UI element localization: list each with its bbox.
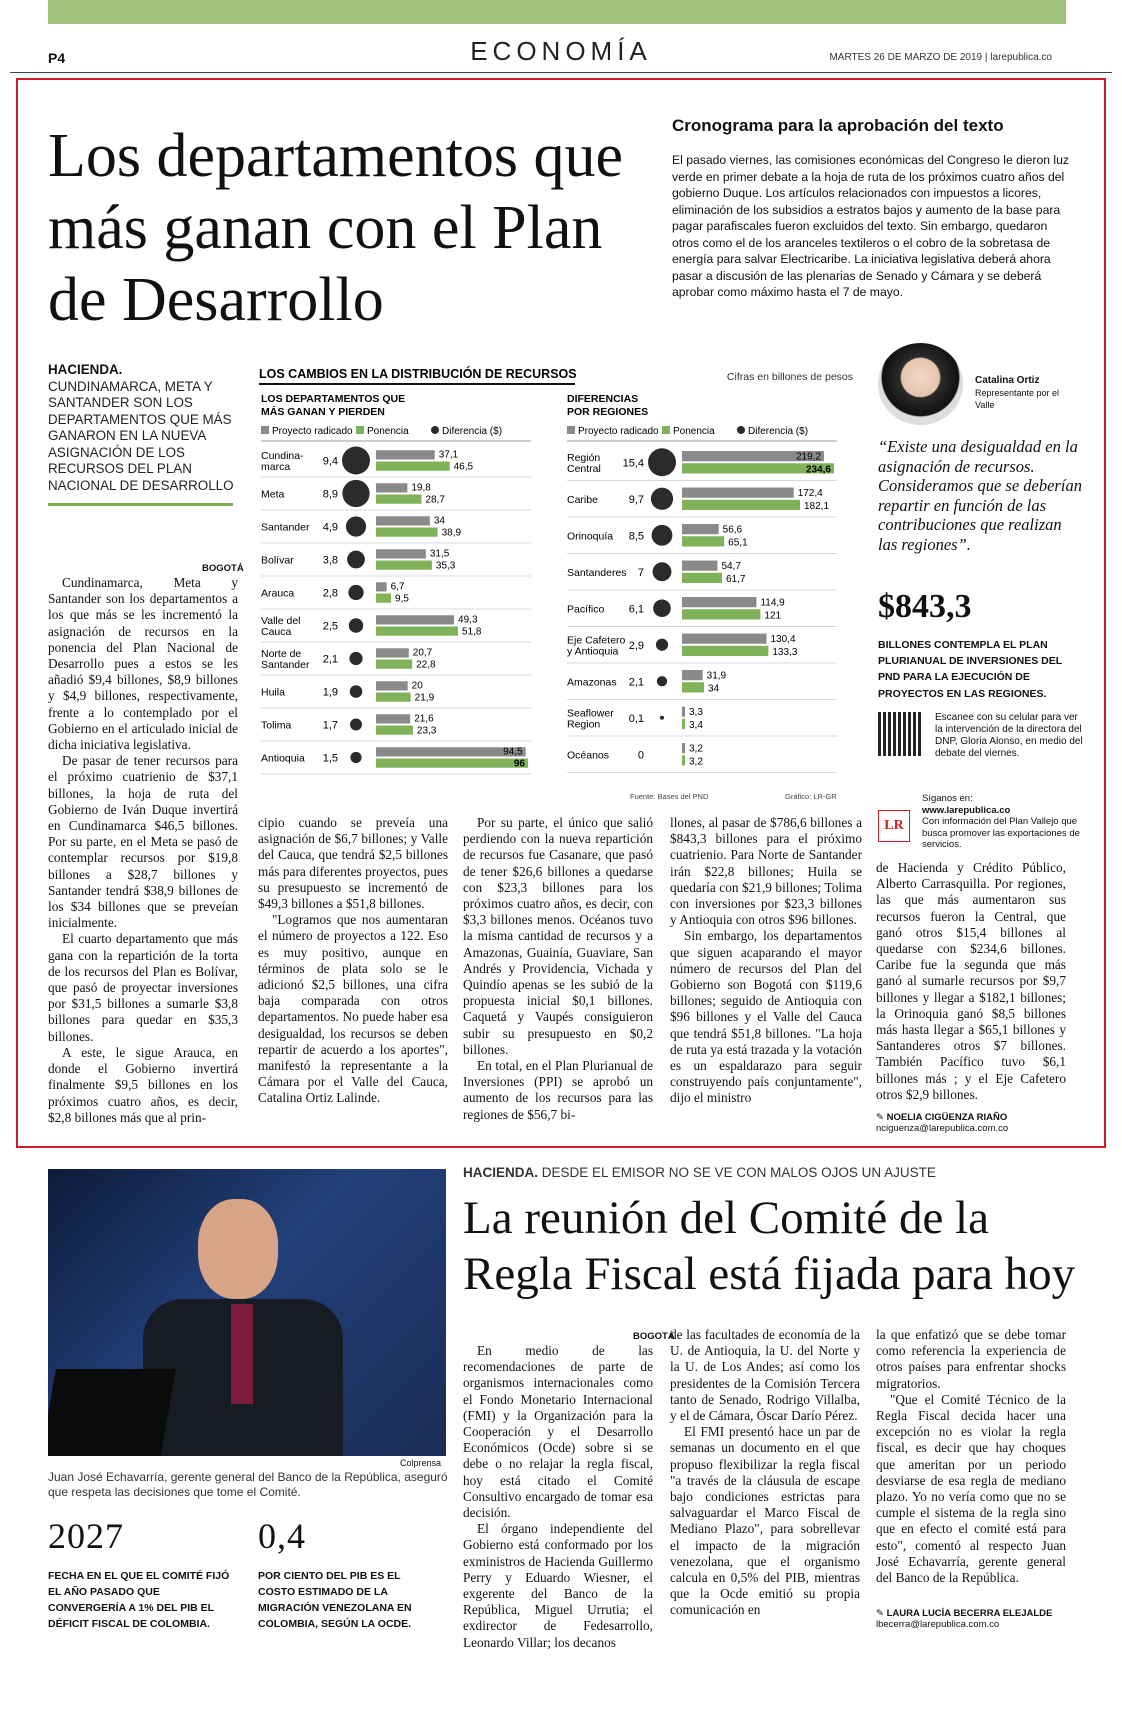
follow-text: Con información del Plan Vallejo que busca promover las exportaciones de servicios. bbox=[922, 816, 1080, 850]
bar-value-proyecto: 21,6 bbox=[414, 713, 434, 725]
bar-value-ponencia: 23,3 bbox=[416, 725, 437, 737]
bar-value-ponencia: 3,4 bbox=[689, 719, 703, 731]
diff-label: 2,5 bbox=[322, 620, 338, 633]
photo-credit: Colprensa bbox=[400, 1458, 442, 1468]
second-author-name: LAURA LUCÍA BECERRA ELEJALDE bbox=[886, 1608, 1053, 1619]
bar-ponencia bbox=[376, 660, 412, 669]
stat-year: 2027 bbox=[48, 1516, 124, 1556]
bar-value-proyecto: 130,4 bbox=[770, 633, 796, 645]
diff-label: 4,9 bbox=[322, 521, 338, 534]
diff-label: 8,9 bbox=[322, 488, 338, 501]
category-label: Orinoquía bbox=[567, 530, 614, 543]
diff-label: 1,9 bbox=[322, 686, 338, 699]
bar-value-ponencia: 182,1 bbox=[803, 500, 830, 512]
bar-proyecto bbox=[682, 743, 685, 753]
diff-dot bbox=[651, 488, 673, 510]
second-column-2 bbox=[670, 1327, 860, 1619]
diff-dot bbox=[346, 516, 366, 536]
diff-label: 7 bbox=[637, 566, 644, 579]
bar-ponencia bbox=[376, 759, 528, 768]
big-number: $843,3 bbox=[878, 588, 972, 625]
bar-value-ponencia: 46,5 bbox=[453, 461, 474, 473]
bar-proyecto bbox=[376, 681, 408, 690]
bar-ponencia bbox=[376, 495, 421, 504]
category-label: Cauca bbox=[261, 626, 292, 638]
second-author-byline bbox=[876, 1608, 1076, 1630]
category-label: Norte de bbox=[261, 648, 302, 660]
paragraph: de Hacienda y Crédito Público, Alberto Carrasquilla. Por regiones, las que más aumentaron sus recursos fueron la Central, que ganó otros $15,4 billones al quedarse con $234,6 billones. Caribe fue la segunda que más ganó al sumarle recursos por $9,7 billones y llegar a $182,1 billones; la Orinoquia ganó $8,5 billones más hasta llegar a $65,1 billones y Santanderes otros $7 billones. También Pacífico tuvo $6,1 billones más ; y el Eje Cafetero otros $2,9 billones. bbox=[876, 860, 1066, 1102]
chart-credit: Gráfico: LR-GR bbox=[785, 792, 837, 801]
chart-title: LOS CAMBIOS EN LA DISTRIBUCIÓN DE RECURSOS bbox=[259, 367, 577, 381]
stat-year-caption: FECHA EN EL QUE EL COMITÉ FIJÓ EL AÑO PASADO QUE CONVERGERÍA A 1% DEL PIB EL DÉFICIT FISCAL DE COLOMBIA. bbox=[48, 1570, 230, 1630]
legend-swatch bbox=[356, 426, 364, 434]
bar-value-ponencia: 96 bbox=[513, 758, 525, 770]
bar-value-ponencia: 38,9 bbox=[441, 527, 462, 539]
bar-ponencia bbox=[376, 627, 458, 636]
bar-value-proyecto: 6,7 bbox=[390, 581, 405, 593]
bar-value-proyecto: 3,2 bbox=[689, 743, 703, 755]
category-label: Meta bbox=[261, 488, 285, 501]
pen-icon: ✎ bbox=[876, 1608, 887, 1619]
diff-dot bbox=[342, 447, 370, 475]
diff-label: 2,1 bbox=[322, 653, 338, 666]
bar-ponencia bbox=[682, 719, 685, 729]
bar-value-proyecto: 37,1 bbox=[438, 449, 459, 461]
follow-site[interactable]: www.larepublica.co bbox=[922, 804, 1011, 816]
kicker-label: HACIENDA. bbox=[48, 362, 123, 377]
bar-value-proyecto: 19,8 bbox=[411, 482, 431, 494]
category-label: Santander bbox=[261, 659, 310, 671]
legend-label: Ponencia bbox=[673, 426, 715, 437]
bar-value-ponencia: 61,7 bbox=[725, 573, 746, 585]
category-label: Huila bbox=[261, 686, 285, 699]
diff-dot bbox=[648, 448, 676, 476]
paragraph: El cuarto departamento que más gana con la repartición de la torta de los recursos del Plan es Bolívar, que pasó de proyectar inversiones por $31,5 billones a sumarle $3,8 billones para quedar en $35,3 billones. bbox=[48, 931, 238, 1044]
paragraph: de las facultades de economía de la U. de Antioquia, la U. del Norte y la U. de Los Andes; así como los presidentes de la Comisión Tercera tanto de Senado, Rodrigo Villalba, y el de Cámara, Óscar Darío Pérez. bbox=[670, 1327, 860, 1424]
bar-value-ponencia: 35,3 bbox=[435, 560, 456, 572]
bar-value-ponencia: 133,3 bbox=[772, 646, 798, 658]
paragraph: El FMI presentó hace un par de semanas un documento en el que propuso flexibilizar la regla fiscal "a través de la cláusula de escape bajo condiciones estrictas para salvaguardar el Marco Fiscal de Mediano Plazo", para sobrellevar el impacto de la migración venezolana, que el organismo calcula en 0,5% del PIB, mientras que la Ocde emitió su propia comunicación en bbox=[670, 1424, 860, 1618]
diff-label: 3,8 bbox=[322, 554, 338, 567]
bar-value-proyecto: 219,2 bbox=[795, 451, 822, 463]
body-column-2 bbox=[258, 815, 448, 1107]
bar-proyecto bbox=[682, 561, 717, 571]
category-label: Cundina- bbox=[261, 450, 304, 462]
bar-value-ponencia: 234,6 bbox=[805, 464, 831, 476]
diff-dot bbox=[656, 639, 668, 651]
follow-label: Síganos en: bbox=[922, 793, 973, 804]
legend-label: Diferencia ($) bbox=[442, 426, 503, 437]
bar-value-proyecto: 94,5 bbox=[503, 746, 523, 758]
paragraph: llones, al pasar de $786,6 billones a $843,3 billones para el próximo cuatrienio. Para Norte de Santander irán $22,8 billones; Huila se quedaría con $21,9 billones; Tolima con inversiones por $23,3 billones y Antioquia con otros $96 billones. bbox=[670, 815, 862, 928]
kicker-rule bbox=[48, 503, 233, 506]
diff-label: 6,1 bbox=[628, 603, 644, 616]
category-label: Santanderes bbox=[567, 566, 627, 579]
body-column-4 bbox=[670, 815, 862, 1107]
diff-dot bbox=[653, 599, 671, 617]
city-tag: BOGOTÁ bbox=[633, 1331, 675, 1342]
paragraph: la que enfatizó que se debe tomar como referencia la experiencia de otros países para enfrentar shocks migratorios. bbox=[876, 1327, 1066, 1391]
photo-caption: Juan José Echavarría, gerente general del Banco de la República, aseguró que respeta las decisiones que tome el Comité. bbox=[48, 1470, 448, 1499]
diff-dot bbox=[652, 525, 673, 546]
bar-value-ponencia: 9,5 bbox=[395, 593, 409, 605]
second-kicker-label: HACIENDA. bbox=[463, 1165, 539, 1180]
bar-value-proyecto: 49,3 bbox=[458, 614, 478, 626]
bar-proyecto bbox=[682, 524, 719, 534]
bar-proyecto bbox=[376, 483, 407, 492]
category-label: y Antioquia bbox=[567, 645, 619, 658]
author-email[interactable]: nciguenza@larepublica.com.co bbox=[876, 1123, 1009, 1134]
diff-label: 9,4 bbox=[322, 455, 338, 468]
page-number: P4 bbox=[48, 50, 66, 66]
category-label: Seaflower bbox=[567, 707, 614, 720]
bar-proyecto bbox=[682, 597, 756, 607]
legend-swatch bbox=[261, 426, 269, 434]
diff-dot bbox=[348, 585, 363, 600]
diff-dot bbox=[347, 551, 365, 569]
chart-units-note: Cifras en billones de pesos bbox=[726, 371, 853, 383]
stat-percent-caption: POR CIENTO DEL PIB ES EL COSTO ESTIMADO DE LA MIGRACIÓN VENEZOLANA EN COLOMBIA, SEGÚN LA OCDE. bbox=[258, 1570, 412, 1630]
category-label: Pacífico bbox=[567, 603, 605, 616]
bar-proyecto bbox=[376, 516, 430, 525]
photo-tie bbox=[231, 1304, 253, 1404]
category-label: Bolívar bbox=[261, 554, 294, 567]
dateline: MARTES 26 DE MARZO DE 2019 | larepublica.co bbox=[829, 52, 1052, 63]
big-number-caption: BILLONES CONTEMPLA EL PLAN PLURIANUAL DE INVERSIONES DEL PND PARA LA EJECUCIÓN DE PROYECTOS EN LAS REGIONES. bbox=[878, 639, 1062, 700]
bar-value-ponencia: 22,8 bbox=[416, 659, 436, 671]
diff-dot bbox=[349, 652, 362, 665]
diff-dot bbox=[342, 480, 369, 507]
bar-ponencia bbox=[682, 573, 722, 583]
diff-dot bbox=[350, 752, 361, 763]
city-tag: BOGOTÁ bbox=[202, 563, 244, 574]
bar-ponencia bbox=[376, 528, 438, 537]
paragraph: Cundinamarca, Meta y Santander son los departamentos a los que más se les incrementó la asignación de recursos en la ponencia del Plan Nacional de Desarrollo pues a estos se les añadió $9,4 billones, $8,9 billones y $4,9 billones, respectivamente, frente a lo contemplado por el Gobierno en el articulado inicial de dicha iniciativa legislativa. bbox=[48, 575, 238, 753]
paragraph: De pasar de tener recursos para el próximo cuatrienio de $37,1 billones, la hoja de ruta del Gobierno de Iván Duque invertirá en Cundinamarca $46,5 billones. Por su parte, en el Meta se pasó de contemplar recursos por $19,8 billones a $28,7 billones y Santander tendrá $38,9 billones de los $34 billones que se preveían inicialmente. bbox=[48, 753, 238, 931]
legend-label: Proyecto radicado bbox=[578, 426, 659, 437]
category-label: Océanos bbox=[567, 749, 610, 762]
article-photo bbox=[48, 1169, 446, 1456]
second-headline: La reunión del Comité de la Regla Fiscal está fijada para hoy bbox=[463, 1192, 1076, 1300]
bar-value-proyecto: 34 bbox=[433, 515, 445, 527]
bar-value-ponencia: 28,7 bbox=[425, 494, 445, 506]
bar-value-proyecto: 20,7 bbox=[412, 647, 433, 659]
bar-proyecto bbox=[682, 707, 685, 717]
bar-ponencia bbox=[682, 500, 800, 510]
body-column-5 bbox=[876, 860, 1066, 1103]
category-label: Arauca bbox=[261, 587, 295, 600]
diff-dot bbox=[350, 719, 362, 731]
category-label: Amazonas bbox=[567, 676, 617, 689]
top-color-bar bbox=[48, 0, 1066, 24]
bar-value-proyecto: 172,4 bbox=[797, 487, 823, 499]
bar-value-proyecto: 56,6 bbox=[722, 524, 743, 536]
article-kicker bbox=[48, 362, 238, 494]
second-author-email[interactable]: lbecerra@larepublica.com.co bbox=[876, 1619, 1000, 1630]
kicker-text: CUNDINAMARCA, META Y SANTANDER SON LOS DEPARTAMENTOS QUE MÁS GANARON EN LA NUEVA ASIGNACIÓN DE LOS RECURSOS DEL PLAN NACIONAL DE DESARROLLO bbox=[48, 378, 234, 493]
legend-label: Ponencia bbox=[367, 426, 409, 437]
issue-date: MARTES 26 DE MARZO DE 2019 bbox=[829, 52, 983, 63]
diff-label: 8,5 bbox=[628, 530, 644, 543]
panel-subtitle: LOS DEPARTAMENTOS QUE bbox=[261, 393, 406, 405]
bar-ponencia bbox=[376, 726, 413, 735]
bar-proyecto bbox=[376, 450, 435, 459]
second-kicker-text: DESDE EL EMISOR NO SE VE CON MALOS OJOS UN AJUSTE bbox=[541, 1165, 936, 1180]
category-label: Tolima bbox=[261, 719, 292, 732]
bar-value-proyecto: 31,9 bbox=[706, 670, 727, 682]
lr-logo: LR bbox=[878, 810, 910, 842]
diff-label: 2,8 bbox=[322, 587, 338, 600]
pull-quote: “Existe una desigualdad en la asignación de recursos. Consideramos que se deberían repartir en función de las contribuciones que realizan las regiones”. bbox=[878, 437, 1082, 554]
paragraph: "Que el Comité Técnico de la Regla Fiscal decida hacer una excepción no es violar la regla fiscal, es decir que hay choques que ameritan por un periodo desviarse de esa regla de mediano plazo. Yo no vería como que no se cumple el sistema de la regla sino que en efecto el comité está para esto", comentó al respecto Juan José Echavarría, gerente general del Banco de la República. bbox=[876, 1391, 1066, 1586]
legend-label: Proyecto radicado bbox=[272, 426, 353, 437]
pen-icon: ✎ bbox=[876, 1112, 887, 1123]
legend-swatch bbox=[567, 426, 575, 434]
bar-proyecto bbox=[682, 670, 703, 680]
site-link[interactable]: larepublica.co bbox=[990, 52, 1052, 63]
bar-proyecto bbox=[376, 648, 409, 657]
chart-svg bbox=[255, 362, 855, 802]
diff-label: 2,1 bbox=[628, 676, 644, 689]
paragraph: El órgano independiente del Gobierno está conformado por los exministros de Hacienda Guillermo Perry y Eduardo Wiesner, el exgerente del Banco de la República, Miguel Urrutia; el exdirector de Fedesarrollo, Leonardo Villar; los decanos bbox=[463, 1521, 653, 1650]
quote-role: Representante por el Valle bbox=[975, 388, 1060, 410]
category-label: Central bbox=[567, 462, 601, 475]
paragraph: Sin embargo, los departamentos que siguen acaparando el mayor número de recursos del Plan del Gobierno son Bogotá con $119,6 billones; seguido de Antioquia con $96 billones y el Valle del Cauca que tendrá $51,8 billones. "La hoja de ruta ya está trazada y la votación es un espaldarazo para seguir construyendo país conjuntamente", dijo el ministro bbox=[670, 928, 862, 1106]
paragraph: Por su parte, el único que salió perdiendo con la nueva repartición de recursos fue Casanare, que pasó de tener $26,6 billones a quedarse con $23,3 billones para los próximos cuatro años, es decir, con $3,3 billones menos. Océanos tuvo la misma cantidad de recursos y a Amazonas, Guainía, Guaviare, San Andrés y Providencia, Vichada y Quindío apenas se les subió de la propuesta inicial $0,1 billones. Caquetá y Vaupés consiguieron subir su presupuesto en $0,2 billones. bbox=[463, 815, 653, 1057]
diff-dot bbox=[350, 685, 363, 698]
qr-code[interactable] bbox=[878, 712, 922, 756]
diff-dot bbox=[349, 618, 363, 632]
legend-swatch bbox=[737, 426, 745, 434]
bar-value-ponencia: 34 bbox=[708, 683, 720, 695]
bar-value-proyecto: 54,7 bbox=[721, 560, 741, 572]
category-label: Región bbox=[567, 451, 601, 464]
panel-subtitle: MÁS GANAN Y PIERDEN bbox=[261, 406, 385, 418]
article-headline: Los departamentos que más ganan con el Plan de Desarrollo bbox=[48, 122, 624, 334]
stat-percent: 0,4 bbox=[258, 1516, 306, 1556]
bar-value-ponencia: 3,2 bbox=[689, 756, 703, 768]
diff-dot bbox=[660, 716, 664, 720]
photo-laptop bbox=[48, 1369, 176, 1456]
paragraph: A este, le sigue Arauca, en donde el Gobierno invertirá finalmente $9,5 billones en los próximos cuatro años, es decir, $2,8 billones más que al prin- bbox=[48, 1044, 238, 1125]
paragraph: En medio de las recomendaciones de parte de organismos internacionales como el Fondo Monetario Internacional (FMI) y la Organización para la Cooperación y el Desarrollo Económicos (Ocde) sobre si se debe o no relajar la regla fiscal, hoy está citado el Comité Consultivo encargado de tomar esa decisión. bbox=[463, 1343, 653, 1521]
category-label: Region bbox=[567, 718, 601, 731]
bar-value-proyecto: 3,3 bbox=[689, 706, 703, 718]
resource-chart bbox=[255, 362, 855, 802]
diff-dot bbox=[653, 562, 672, 581]
diff-label: 1,7 bbox=[322, 719, 338, 732]
diff-label: 9,7 bbox=[628, 493, 644, 506]
bar-ponencia bbox=[376, 594, 391, 603]
second-column-3 bbox=[876, 1327, 1066, 1586]
panel-subtitle: DIFERENCIAS bbox=[567, 393, 639, 405]
category-label: Antioquia bbox=[261, 752, 305, 765]
second-kicker bbox=[463, 1165, 936, 1180]
body-column-3 bbox=[463, 815, 653, 1123]
bar-proyecto bbox=[376, 582, 387, 591]
bar-ponencia bbox=[682, 646, 768, 656]
bar-ponencia bbox=[682, 682, 704, 692]
photo-face bbox=[198, 1199, 278, 1299]
paragraph: cipio cuando se preveía una asignación de $6,7 billones; y Valle del Cauca, que tendrá $2,5 billones más para diferentes proyectos, pues su presupuesto se incrementó de $49,3 billones a $51,8 billones. bbox=[258, 815, 448, 912]
category-label: Caribe bbox=[567, 493, 598, 506]
bar-proyecto bbox=[376, 615, 454, 624]
bar-ponencia bbox=[376, 462, 450, 471]
author-portrait bbox=[878, 343, 963, 425]
bar-value-proyecto: 20 bbox=[411, 680, 423, 692]
bar-proyecto bbox=[682, 634, 766, 644]
bar-proyecto bbox=[376, 549, 426, 558]
diff-label: 1,5 bbox=[322, 752, 338, 765]
bar-ponencia bbox=[682, 755, 685, 765]
category-label: marca bbox=[261, 461, 291, 473]
category-label: Eje Cafetero bbox=[567, 634, 626, 647]
bar-proyecto bbox=[376, 714, 410, 723]
diff-label: 15,4 bbox=[622, 457, 644, 470]
qr-text: Escanee con su celular para ver la intervención de la directora del DNP, Gloria Alonso, en medio del debate del viernes. bbox=[935, 712, 1083, 759]
paragraph: En total, en el Plan Plurianual de Inversiones (PPI) se aprobó un aumento de los recursos para las regiones de $56,7 bi- bbox=[463, 1058, 653, 1122]
bar-value-proyecto: 31,5 bbox=[429, 548, 450, 560]
paragraph: "Logramos que nos aumentaran el número de proyectos a 122. Eso es muy positivo, aunque en términos de plata solo se le adicionó $2,5 billones, una cifra baja comparada con otros departamentos. No puede haber esa desigualdad, los recursos se deben repartir de acuerdo a los aportes", manifestó la representante a la Cámara por el Valle del Cauca, Catalina Ortiz Lalinde. bbox=[258, 912, 448, 1106]
author-byline bbox=[876, 1112, 1076, 1134]
sidebar-title: Cronograma para la aprobación del texto bbox=[672, 116, 1004, 135]
follow-block bbox=[922, 793, 1092, 851]
legend-label: Diferencia ($) bbox=[748, 426, 809, 437]
body-column-1 bbox=[48, 575, 238, 1126]
bar-ponencia bbox=[376, 561, 432, 570]
sidebar-text: El pasado viernes, las comisiones económicas del Congreso le dieron luz verde en primer debate a la hoja de ruta de los próximos cuatro años del gobierno Duque. Los artículos relacionados con impuestos a licores, eliminación de los subsidios a estratos bajos y aumento de la base para pagar parafiscales fueron excluidos del texto. Sin embargo, quedaron otros como el de los aranceles textileros o el cobro de la sobretasa de energía para salvar Electricaribe. La iniciativa legislativa deberá ahora pasar a discusión de las plenarias de Senado y Cámara y se deberá aprobar como máximo hasta el 7 de mayo. bbox=[672, 153, 1069, 299]
legend-swatch bbox=[431, 426, 439, 434]
diff-dot bbox=[657, 676, 667, 686]
bar-ponencia bbox=[682, 536, 724, 546]
diff-label: 0,1 bbox=[628, 712, 644, 725]
bar-ponencia bbox=[376, 693, 411, 702]
bar-value-ponencia: 21,9 bbox=[414, 692, 435, 704]
bar-value-proyecto: 114,9 bbox=[760, 597, 785, 609]
category-label: Valle del bbox=[261, 615, 301, 627]
category-label: Santander bbox=[261, 521, 310, 534]
quote-name: Catalina Ortiz bbox=[975, 375, 1040, 386]
section-title: ECONOMÍA bbox=[470, 36, 652, 66]
chart-source: Fuente: Bases del PND bbox=[630, 792, 709, 801]
legend-swatch bbox=[662, 426, 670, 434]
bar-value-ponencia: 51,8 bbox=[462, 626, 482, 638]
bar-value-ponencia: 121 bbox=[764, 610, 782, 622]
bar-value-ponencia: 65,1 bbox=[728, 537, 748, 549]
author-name: NOELIA CIGÜENZA RIAÑO bbox=[886, 1112, 1008, 1123]
second-column-1 bbox=[463, 1343, 653, 1651]
panel-subtitle: POR REGIONES bbox=[567, 406, 649, 418]
quote-person bbox=[975, 375, 1065, 411]
header-rule bbox=[10, 72, 1112, 73]
bar-ponencia bbox=[682, 609, 760, 619]
diff-label: 2,9 bbox=[628, 639, 644, 652]
diff-label: 0 bbox=[637, 749, 644, 762]
bar-proyecto bbox=[682, 488, 794, 498]
